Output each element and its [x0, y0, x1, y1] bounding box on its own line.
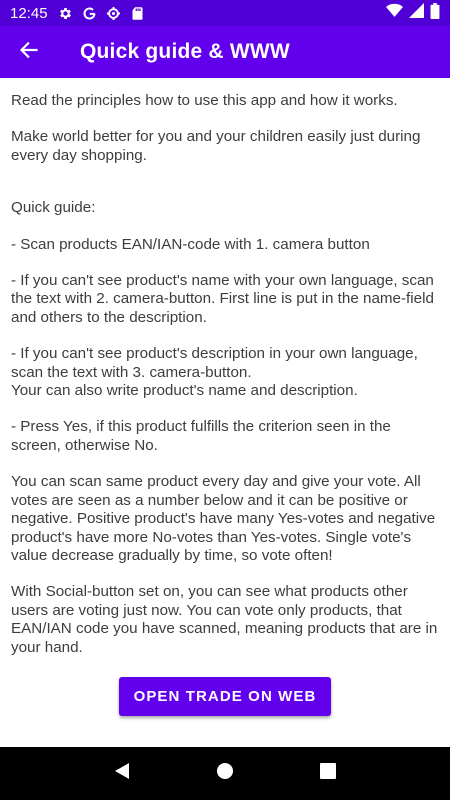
home-circle-icon [216, 762, 234, 785]
status-notification-icons [58, 5, 146, 21]
nav-home-button[interactable] [205, 754, 245, 794]
status-time: 12:45 [10, 4, 48, 22]
app-bar [0, 26, 450, 78]
arrow-back-icon [19, 40, 39, 65]
recents-square-icon [320, 763, 336, 784]
step-scan-description: - If you can't see product's description in your own language, scan the text with 3. camera-button. Your can also write product's name and description. [11, 345, 418, 400]
step-scan-code: - Scan products EAN/IAN-code with 1. camera button [11, 235, 370, 253]
navigation-bar [0, 747, 450, 800]
battery-icon [430, 3, 440, 24]
social-paragraph: With Social-button set on, you can see what products other users are voting just now. You can vote only products, that EAN/IAN code you have scanned, meaning products that are in your hand. [11, 583, 438, 656]
back-triangle-icon [113, 762, 131, 785]
google-icon [82, 5, 98, 21]
open-trade-on-web-button[interactable]: OPEN TRADE ON WEB [119, 677, 331, 716]
step-scan-name: - If you can't see product's name with your own language, scan the text with 2. camera-button. First line is put in the name-field and others to the description. [11, 272, 434, 326]
nav-recents-button[interactable] [308, 754, 348, 794]
status-bar [0, 0, 450, 26]
gear-icon [58, 5, 74, 21]
sd-card-icon [130, 5, 146, 21]
nav-back-button[interactable] [102, 754, 142, 794]
voting-paragraph: You can scan same product every day and give your vote. All votes are seen as a number below and it can be positive or negative. Positive product's have many Yes-votes and negative product's have more No-votes than Yes-votes. Single vote's value decrease gradually by time, so vote often! [11, 473, 436, 564]
signal-icon [409, 3, 424, 23]
step-vote: - Press Yes, if this product fulfills the criterion seen in the screen, otherwise No. [11, 418, 391, 454]
status-system-icons [386, 3, 440, 24]
back-button[interactable] [0, 26, 58, 78]
quick-guide-heading: Quick guide: [11, 199, 96, 217]
guide-text [11, 92, 441, 657]
gear-icon [106, 5, 122, 21]
page-title: Quick guide & WWW [80, 40, 290, 63]
intro-paragraph: Read the principles how to use this app and how it works. [11, 92, 398, 109]
mission-paragraph: Make world better for you and your children easily just during every day shopping. [11, 128, 421, 164]
wifi-icon [386, 3, 403, 23]
